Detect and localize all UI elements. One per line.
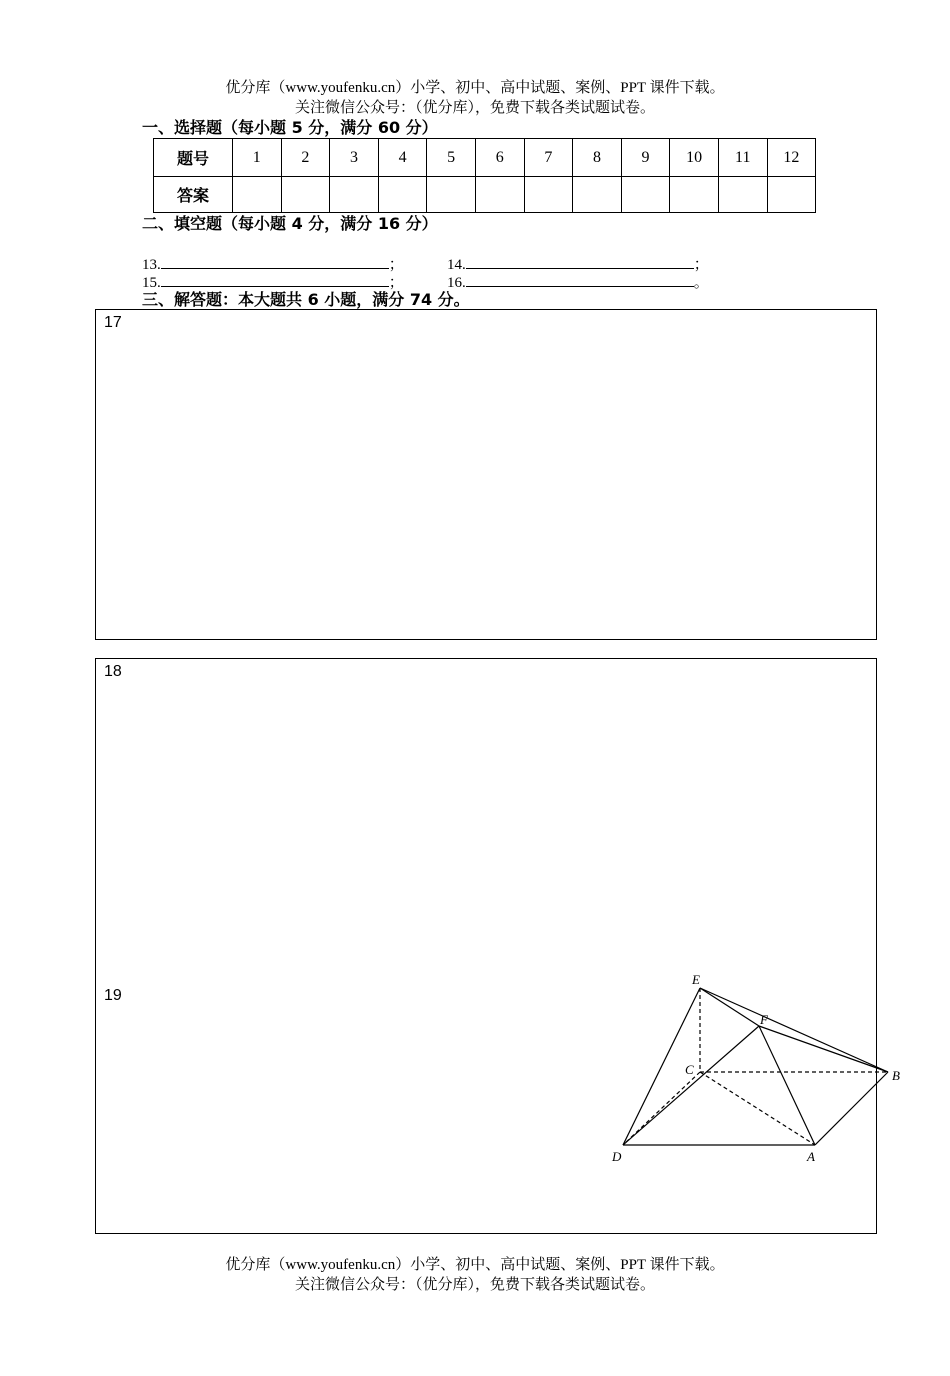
blank-line[interactable] bbox=[161, 272, 389, 287]
question-number-cell: 9 bbox=[621, 139, 670, 177]
edge-CD bbox=[623, 1072, 700, 1145]
answer-cell[interactable] bbox=[573, 177, 622, 213]
answer-row bbox=[154, 177, 816, 213]
blank-line[interactable] bbox=[466, 254, 694, 269]
blank-end: 。 bbox=[693, 275, 709, 291]
question-number-cell: 6 bbox=[475, 139, 524, 177]
blank-number: 13. bbox=[142, 257, 161, 273]
answer-table bbox=[153, 138, 816, 213]
edge-FA bbox=[759, 1026, 815, 1145]
fill-blank-15 bbox=[142, 272, 404, 292]
edge-EF bbox=[700, 988, 759, 1026]
section-2-title: 二、填空题（每小题 4 分，满分 16 分） bbox=[142, 214, 438, 233]
label-E: E bbox=[692, 972, 700, 987]
header-line-1: 优分库（www.youfenku.cn）小学、初中、高中试题、案例、PPT 课件下载。 bbox=[225, 80, 725, 96]
blank-number: 14. bbox=[447, 257, 466, 273]
label-B: B bbox=[892, 1068, 900, 1083]
answer-cell[interactable] bbox=[281, 177, 330, 213]
question-number-18: 18 bbox=[104, 663, 122, 680]
answer-cell[interactable] bbox=[330, 177, 379, 213]
edge-FB bbox=[759, 1026, 888, 1072]
section-3-title: 三、解答题：本大题共 6 小题，满分 74 分。 bbox=[142, 290, 470, 309]
answer-cell[interactable] bbox=[670, 177, 719, 213]
answer-box-17[interactable] bbox=[95, 309, 877, 640]
row-label-number: 题号 bbox=[154, 139, 233, 177]
fill-blank-14 bbox=[447, 254, 709, 274]
blank-end: ； bbox=[388, 275, 404, 291]
answer-cell[interactable] bbox=[718, 177, 767, 213]
edge-AB bbox=[815, 1072, 888, 1145]
answer-cell[interactable] bbox=[524, 177, 573, 213]
row-label-answer: 答案 bbox=[154, 177, 233, 213]
edge-DF bbox=[623, 1026, 759, 1145]
section-1-title: 一、选择题（每小题 5 分，满分 60 分） bbox=[142, 118, 438, 137]
fill-blank-16 bbox=[447, 272, 709, 292]
blank-end: ； bbox=[693, 257, 709, 273]
question-number-cell: 12 bbox=[767, 139, 816, 177]
question-number-cell: 3 bbox=[330, 139, 379, 177]
blank-number: 16. bbox=[447, 275, 466, 291]
answer-box-18-19[interactable] bbox=[95, 658, 900, 1234]
question-number-cell: 4 bbox=[378, 139, 427, 177]
edge-EB bbox=[700, 988, 888, 1072]
answer-cell[interactable] bbox=[767, 177, 816, 213]
question-number-19: 19 bbox=[104, 987, 122, 1004]
answer-cell[interactable] bbox=[621, 177, 670, 213]
question-number-cell: 10 bbox=[670, 139, 719, 177]
question-number-cell: 5 bbox=[427, 139, 476, 177]
blank-line[interactable] bbox=[466, 272, 694, 287]
question-number-17: 17 bbox=[104, 314, 122, 331]
question-number-cell: 2 bbox=[281, 139, 330, 177]
footer-line-2: 关注微信公众号：（优分库），免费下载各类试题试卷。 bbox=[294, 1277, 655, 1293]
fill-blank-13 bbox=[142, 254, 404, 274]
header-line-2: 关注微信公众号：（优分库），免费下载各类试题试卷。 bbox=[294, 100, 655, 116]
question-number-cell: 1 bbox=[233, 139, 282, 177]
blank-line[interactable] bbox=[161, 254, 389, 269]
answer-cell[interactable] bbox=[378, 177, 427, 213]
answer-cell[interactable] bbox=[233, 177, 282, 213]
question-number-cell: 8 bbox=[573, 139, 622, 177]
question-number-cell: 11 bbox=[718, 139, 767, 177]
blank-end: ； bbox=[388, 257, 404, 273]
label-D: D bbox=[612, 1149, 622, 1164]
question-number-cell: 7 bbox=[524, 139, 573, 177]
question-number-row bbox=[154, 139, 816, 177]
answer-cell[interactable] bbox=[475, 177, 524, 213]
answer-cell[interactable] bbox=[427, 177, 476, 213]
footer-line-1: 优分库（www.youfenku.cn）小学、初中、高中试题、案例、PPT 课件下载。 bbox=[225, 1257, 725, 1273]
label-C: C bbox=[685, 1062, 694, 1077]
label-F: F bbox=[760, 1012, 768, 1027]
geometry-figure bbox=[601, 972, 900, 1191]
label-A: A bbox=[807, 1149, 815, 1164]
blank-number: 15. bbox=[142, 275, 161, 291]
